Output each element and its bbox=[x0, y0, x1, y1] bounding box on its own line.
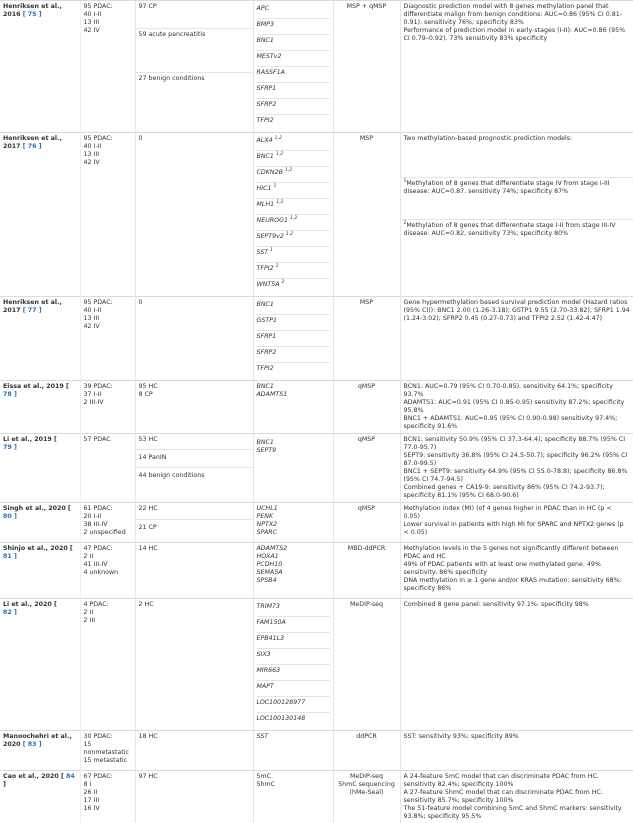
result-line: Diagnostic prediction model with 8 genes methylation panel that differentiate malign from benign conditions: AUC=0.86 (95% CI 0.81-0.91). sensitivity 76%; specificity 83% bbox=[404, 3, 631, 27]
gene-item: CDKN2B $^{1,2}$ bbox=[257, 167, 330, 183]
sample-line: 13 III bbox=[84, 19, 132, 27]
table-row bbox=[0, 503, 633, 543]
results-cell bbox=[400, 434, 633, 503]
samples-cell bbox=[80, 503, 135, 543]
controls-cell: 97 HC bbox=[135, 771, 253, 823]
result-line: ADAMTS1: AUC=0.91 (95% CI 0.85-0.95) sensitivity 87.2%; specificity 95.8% bbox=[404, 399, 631, 415]
gene-item: SFRP1 bbox=[257, 331, 330, 347]
method-cell: MeDIP-seq 5hmC sequencing (hMe-Seal) bbox=[333, 771, 400, 823]
study-cell bbox=[0, 543, 80, 599]
study-cell bbox=[0, 1, 80, 133]
table-row bbox=[0, 771, 633, 823]
sample-line: 39 PDAC: bbox=[84, 383, 132, 391]
gene-item: SEPT9v2 $^{1,2}$ bbox=[257, 231, 330, 247]
sample-line: 2 unspecified bbox=[84, 529, 132, 537]
gene-item: SFRP1 bbox=[257, 83, 330, 99]
table-row bbox=[0, 1, 633, 133]
gene-item: HIC1 $^1$ bbox=[257, 183, 330, 199]
table-row bbox=[0, 434, 633, 503]
gene-item: ALX4 $^{1,2}$ bbox=[257, 135, 330, 151]
study-author: Li et al., 2020 [ bbox=[3, 601, 57, 608]
sample-line: 30 PDAC: bbox=[84, 733, 132, 741]
gene-item: SFRP2 bbox=[257, 347, 330, 363]
samples-cell bbox=[80, 1, 135, 133]
study-author: Eissa et al., 2019 [ bbox=[3, 383, 69, 390]
gene-item: TFPI2 bbox=[257, 363, 330, 378]
genes-cell bbox=[253, 599, 333, 731]
genes-cell: BNC1 SEPT9 bbox=[253, 434, 333, 503]
gene-item: GSTP1 bbox=[257, 315, 330, 331]
study-cell bbox=[0, 133, 80, 297]
samples-cell bbox=[80, 297, 135, 381]
study-author: Li et al., 2019 [ bbox=[3, 436, 57, 443]
result-line: BCN1: sensitivity 50.9% (95% CI 37.3-64.4); specificity 88.7% (95% CI 77.0-95.7) bbox=[404, 436, 631, 452]
sample-line: 37 I-II bbox=[84, 391, 132, 399]
sample-line: 42 IV bbox=[84, 159, 132, 167]
results-cell bbox=[400, 133, 633, 297]
gene-item: SST $^1$ bbox=[257, 247, 330, 263]
sample-line: 38 III-IV bbox=[84, 521, 132, 529]
gene-item: SIX3 bbox=[257, 649, 330, 665]
gene-item: LOC100130148 bbox=[257, 713, 330, 728]
study-cell bbox=[0, 731, 80, 771]
controls-cell bbox=[135, 434, 253, 503]
sample-line: nonmetastatic bbox=[84, 749, 132, 757]
gene-item: TRIM73 bbox=[257, 601, 330, 617]
result-line: BCN1: AUC=0.79 (95% CI 0.70-0.85). sensitivity 64.1%; specificity 93.7% bbox=[404, 383, 631, 399]
table-row bbox=[0, 133, 633, 297]
sample-line: 40 I-II bbox=[84, 143, 132, 151]
study-author: Singh et al., 2020 [ bbox=[3, 505, 71, 512]
controls-cell bbox=[135, 503, 253, 543]
reference-link[interactable]: 84 bbox=[66, 773, 75, 780]
genes-cell bbox=[253, 133, 333, 297]
sample-line: 2 III-IV bbox=[84, 399, 132, 407]
result-line: Methylation index (MI) (of 4 genes higher in PDAC than in HC (p < 0.05) bbox=[404, 505, 631, 521]
gene-item: FAM150A bbox=[257, 617, 330, 633]
sample-line: 15 metastatic bbox=[84, 757, 132, 765]
results-cell: SST: sensitivity 93%; specificity 89% bbox=[400, 731, 633, 771]
gene-item: LOC100128977 bbox=[257, 697, 330, 713]
study-cell bbox=[0, 771, 80, 823]
sample-line: 95 PDAC: bbox=[84, 299, 132, 307]
control-item: 44 benign conditions bbox=[136, 468, 253, 484]
study-author: Henriksen et al., bbox=[3, 135, 62, 142]
controls-cell: 2 HC bbox=[135, 599, 253, 731]
genes-cell: ADAMTS2 HOXA1 PCDH10 SEMA5A SPSB4 bbox=[253, 543, 333, 599]
sample-line: 2 II bbox=[84, 609, 132, 617]
study-year: 2016 bbox=[3, 11, 21, 18]
control-item: 59 acute pancreatitis bbox=[136, 29, 253, 73]
study-cell bbox=[0, 297, 80, 381]
gene-item: WNT5A $^2$ bbox=[257, 279, 330, 294]
gene-item: BNC1 bbox=[257, 299, 330, 315]
sample-line: 13 III bbox=[84, 315, 132, 323]
sample-line: 13 III bbox=[84, 151, 132, 159]
samples-cell: 57 PDAC bbox=[80, 434, 135, 503]
sample-line: 2 III bbox=[84, 617, 132, 625]
gene-item: MESTv2 bbox=[257, 51, 330, 67]
reference-link[interactable]: [ 77 ] bbox=[23, 307, 42, 314]
control-item: 14 PanIN bbox=[136, 450, 253, 468]
reference-link[interactable]: 80 ] bbox=[3, 513, 17, 520]
result-line: Two methylation-based prognostic prediction models: bbox=[401, 133, 633, 178]
result-line: The 51-feature model combining 5mC and 5hmC markers: sensitivity 93.8%; specificity 95.5% bbox=[404, 805, 631, 821]
method-cell: ddPCR bbox=[333, 731, 400, 771]
sample-line: 26 II bbox=[84, 789, 132, 797]
table-row bbox=[0, 731, 633, 771]
sample-line: 42 IV bbox=[84, 323, 132, 331]
sample-line: 67 PDAC: bbox=[84, 773, 132, 781]
sample-line: 61 PDAC: bbox=[84, 505, 132, 513]
gene-item: MIR663 bbox=[257, 665, 330, 681]
control-item: 53 HC bbox=[136, 434, 253, 450]
gene-item: BNC1 bbox=[257, 35, 330, 51]
study-year: 2020 bbox=[3, 741, 21, 748]
method-cell: MeDIP-seq bbox=[333, 599, 400, 731]
reference-link[interactable]: [ 75 ] bbox=[23, 11, 42, 18]
samples-cell bbox=[80, 599, 135, 731]
method-cell: MSP + qMSP bbox=[333, 1, 400, 133]
control-item: 21 CP bbox=[136, 520, 253, 536]
result-line: Combined genes + CA19-9: sensitivity 86% (95% CI 74.2-93.7); specificity 81.1% (95% CI 68.0-90.6) bbox=[404, 484, 631, 500]
method-cell: MSP bbox=[333, 297, 400, 381]
reference-bracket: ] bbox=[3, 781, 6, 788]
sample-line: 95 PDAC: bbox=[84, 3, 132, 11]
controls-cell: 18 HC bbox=[135, 731, 253, 771]
study-cell bbox=[0, 503, 80, 543]
sample-line: 4 PDAC: bbox=[84, 601, 132, 609]
genes-cell bbox=[253, 297, 333, 381]
reference-link[interactable]: [ 76 ] bbox=[23, 143, 42, 150]
gene-item: MLH1 $^{1,2}$ bbox=[257, 199, 330, 215]
study-cell bbox=[0, 599, 80, 731]
genes-cell bbox=[253, 1, 333, 133]
study-author: Henriksen et al., bbox=[3, 299, 62, 306]
result-line: Lower survival in patients with high MI for SPARC and NPTX2 genes (p < 0.05) bbox=[404, 521, 631, 537]
study-year: 2017 bbox=[3, 307, 21, 314]
study-author: Shinjo et al., 2020 [ bbox=[3, 545, 73, 552]
gene-item: APC bbox=[257, 3, 330, 19]
result-line: $^1$Methylation of 8 genes that differentiate stage IV from stage I-III disease: AUC=0.87. sensitivity 74%; specificity 87% bbox=[401, 178, 633, 220]
reference-link[interactable]: 82 ] bbox=[3, 609, 17, 616]
results-cell bbox=[400, 1, 633, 133]
gene-item: TFPI2 $^2$ bbox=[257, 263, 330, 279]
control-item: 22 HC bbox=[136, 503, 253, 520]
sample-line: 40 I-II bbox=[84, 307, 132, 315]
table-row bbox=[0, 599, 633, 731]
study-year: 2017 bbox=[3, 143, 21, 150]
results-cell bbox=[400, 503, 633, 543]
gene-item: SFRP2 bbox=[257, 99, 330, 115]
sample-line: 42 IV bbox=[84, 27, 132, 35]
method-cell: MBD-ddPCR bbox=[333, 543, 400, 599]
samples-cell bbox=[80, 543, 135, 599]
results-cell bbox=[400, 381, 633, 434]
genes-cell: 5mC 5hmC bbox=[253, 771, 333, 823]
genes-cell: UCHL1 PENK NPTX2 SPARC bbox=[253, 503, 333, 543]
samples-cell bbox=[80, 771, 135, 823]
method-cell: qMSP bbox=[333, 503, 400, 543]
method-cell: qMSP bbox=[333, 434, 400, 503]
result-line: $^2$Methylation of 8 genes that differentiate stage I-II from stage III-IV disease: AUC=0.82, sensitivity 73%; specificity 80% bbox=[401, 220, 633, 240]
result-line: SEPT9: sensitivity 36.8% (95% CI 24.5-50.7); specificity 96.2% (95% CI 87.0-99.5) bbox=[404, 452, 631, 468]
gene-item: RASSF1A bbox=[257, 67, 330, 83]
samples-cell bbox=[80, 381, 135, 434]
sample-line: 17 III bbox=[84, 797, 132, 805]
results-cell: Combined 8 gene panel: sensitivity 97.1%: specificity 98% bbox=[400, 599, 633, 731]
control-item: 97 CP bbox=[136, 1, 253, 29]
method-cell: MSP bbox=[333, 133, 400, 297]
controls-cell: 0 bbox=[135, 133, 253, 297]
gene-item: BMP3 bbox=[257, 19, 330, 35]
gene-item: EPB41L3 bbox=[257, 633, 330, 649]
control-item: 27 benign conditions bbox=[136, 73, 253, 85]
study-author: Cao et al., 2020 [ bbox=[3, 773, 64, 780]
reference-link[interactable]: 81 ] bbox=[3, 553, 17, 560]
result-line: A 24-feature 5mC model that can discriminate PDAC from HC. sensitivity 82.4%; specificity 100% bbox=[404, 773, 631, 789]
result-line: Performance of prediction model in early-stages (I-II): AUC=0.86 (95% CI 0.79–0.92). 73% sensitivity 83% specificity bbox=[404, 27, 631, 43]
study-author: Manoochehri et al., bbox=[3, 733, 72, 740]
results-cell: Gene hypermethylation based survival prediction model (Hazard ratios (95% CI)): BNC1 2.00 (1.26-3.18); GSTP1 9.55 (2.70-33.82); SFRP1 1.94 (1.24-3.02); SFRP2 0.45 (0.27-0.73) and TFPI2 2.52 (1.42-4.47) bbox=[400, 297, 633, 381]
reference-link[interactable]: 78 ] bbox=[3, 391, 17, 398]
result-line: Methylation levels in the 5 genes not significantly different between PDAC and HC bbox=[404, 545, 631, 561]
results-cell bbox=[400, 543, 633, 599]
reference-link[interactable]: 79 ] bbox=[3, 444, 17, 451]
genes-cell: SST bbox=[253, 731, 333, 771]
table-row bbox=[0, 381, 633, 434]
controls-cell bbox=[135, 1, 253, 133]
sample-line: 2 II bbox=[84, 553, 132, 561]
gene-item: TFPI2 bbox=[257, 115, 330, 130]
table-row bbox=[0, 297, 633, 381]
sample-line: 40 I-II bbox=[84, 11, 132, 19]
result-line: 49% of PDAC patients with at least one methylated gene. 49% sensitivity: 86% specificity bbox=[404, 561, 631, 577]
study-cell bbox=[0, 434, 80, 503]
study-cell bbox=[0, 381, 80, 434]
sample-line: 15 bbox=[84, 741, 132, 749]
sample-line: 41 III-IV bbox=[84, 561, 132, 569]
gene-item: BNC1 $^{1,2}$ bbox=[257, 151, 330, 167]
sample-line: 16 IV bbox=[84, 805, 132, 813]
study-author: Henriksen et al., bbox=[3, 3, 62, 10]
controls-cell: 0 bbox=[135, 297, 253, 381]
controls-cell: 14 HC bbox=[135, 543, 253, 599]
samples-cell bbox=[80, 133, 135, 297]
sample-line: 4 unknown bbox=[84, 569, 132, 577]
result-line: DNA methylation in ≥ 1 gene and/or KRAS mutation: sensitivity 68%: specificity 86% bbox=[404, 577, 631, 593]
genes-cell: BNC1 ADAMTS1 bbox=[253, 381, 333, 434]
sample-line: 20 I-II bbox=[84, 513, 132, 521]
gene-item: MAPT bbox=[257, 681, 330, 697]
reference-link[interactable]: [ 83 ] bbox=[23, 741, 42, 748]
table-row bbox=[0, 543, 633, 599]
result-line: A 27-feature 5hmC model that can discriminate PDAC from HC. sensitivity 85.7%; specificity 100% bbox=[404, 789, 631, 805]
sample-line: 47 PDAC: bbox=[84, 545, 132, 553]
sample-line: 8 I bbox=[84, 781, 132, 789]
gene-item: NEUROG1 $^{1,2}$ bbox=[257, 215, 330, 231]
controls-cell: 95 HC 8 CP bbox=[135, 381, 253, 434]
samples-cell bbox=[80, 731, 135, 771]
results-cell bbox=[400, 771, 633, 823]
method-cell: qMSP bbox=[333, 381, 400, 434]
result-line: BNC1 + ADAMTS1: AUC=0.95 (95% CI 0.90-0.98) sensitivity 97.4%; specificity 91.6% bbox=[404, 415, 631, 431]
sample-line: 95 PDAC: bbox=[84, 135, 132, 143]
result-line: BNC1 + SEPT9: sensitivity 64.9% (95% CI 55.0-78.8); specificity 86.8% (95% CI 74.7-94.5) bbox=[404, 468, 631, 484]
